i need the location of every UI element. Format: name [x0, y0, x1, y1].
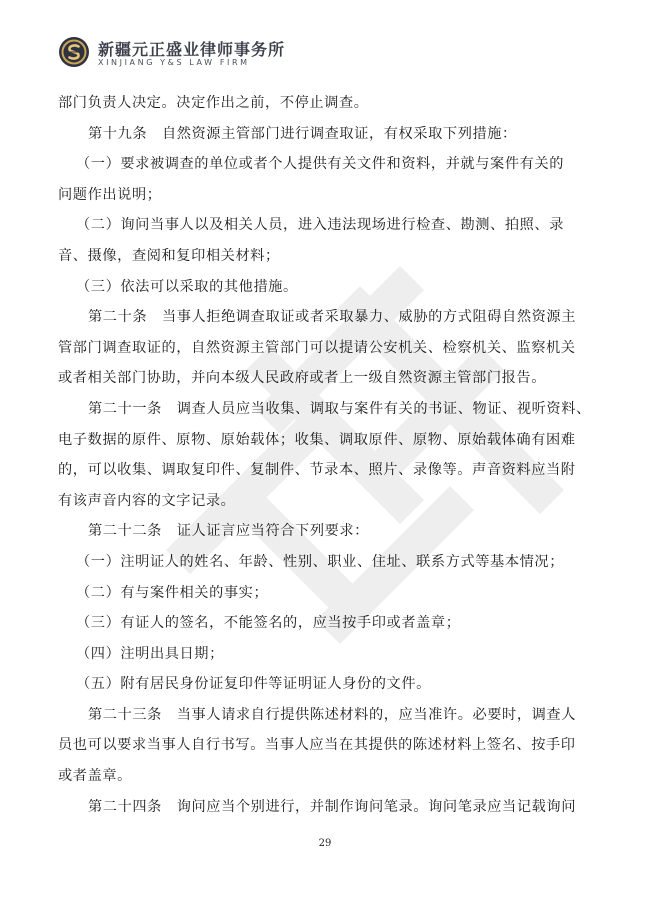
list-item: （三）有证人的签名，不能签名的，应当按手印或者盖章；: [76, 615, 461, 632]
article-21-heading: 第二十一条 调查人员应当收集、调取与案件有关的书证、物证、视听资料、: [88, 400, 591, 417]
list-item: （一）注明证人的姓名、年龄、性别、职业、住址、联系方式等基本情况；: [76, 553, 564, 570]
article-22-heading: 第二十二条 证人证言应当符合下列要求：: [88, 523, 369, 540]
document-body: [58, 88, 598, 822]
firm-logo-icon: [58, 36, 90, 68]
list-item: （二）有与案件相关的事实；: [76, 584, 269, 601]
page-number: 29: [318, 838, 332, 849]
header: [58, 36, 318, 76]
text-line: 管部门调查取证的，自然资源主管部门可以提请公安机关、检察机关、监察机关: [58, 339, 576, 356]
list-item: （四）注明出具日期；: [76, 645, 224, 662]
article-19-heading: 第十九条 自然资源主管部门进行调查取证，有权采取下列措施：: [88, 125, 517, 142]
text-line: 音、摄像，查阅和复印相关材料；: [58, 247, 280, 264]
text-line: 或者盖章。: [58, 768, 132, 785]
text-line: 员也可以要求当事人自行书写。当事人应当在其提供的陈述材料上签名、按手印: [58, 737, 576, 754]
list-item: （二）询问当事人以及相关人员，进入违法现场进行检查、勘测、拍照、录: [76, 217, 564, 234]
article-20-heading: 第二十条 当事人拒绝调查取证或者采取暴力、威胁的方式阻碍自然资源主: [88, 309, 576, 326]
text-line: 的，可以收集、调取复印件、复制件、节录本、照片、录像等。声音资料应当附: [58, 462, 576, 479]
article-23-heading: 第二十三条 当事人请求自行提供陈述材料的，应当准许。必要时，调查人: [88, 706, 576, 723]
firm-name-cn: 新疆元正盛业律师事务所: [98, 40, 286, 59]
article-24-heading: 第二十四条 询问应当个别进行，并制作询问笔录。询问笔录应当记载询问: [88, 798, 576, 815]
list-item: （三）依法可以采取的其他措施。: [76, 278, 298, 295]
text-line: 部门负责人决定。决定作出之前，不停止调查。: [58, 95, 369, 111]
list-item: （一）要求被调查的单位或者个人提供有关文件和资料，并就与案件有关的: [76, 156, 564, 173]
list-item: （五）附有居民身份证复印件等证明证人身份的文件。: [76, 676, 431, 693]
text-line: 有该声音内容的文字记录。: [58, 492, 236, 509]
text-line: 电子数据的原件、原物、原始载体；收集、调取原件、原物、原始载体确有困难: [58, 431, 576, 448]
text-line: 问题作出说明；: [58, 186, 162, 203]
text-line: 或者相关部门协助，并向本级人民政府或者上一级自然资源主管部门报告。: [58, 370, 546, 387]
firm-name-en: XINJIANG Y&S LAW FIRM: [98, 58, 250, 67]
